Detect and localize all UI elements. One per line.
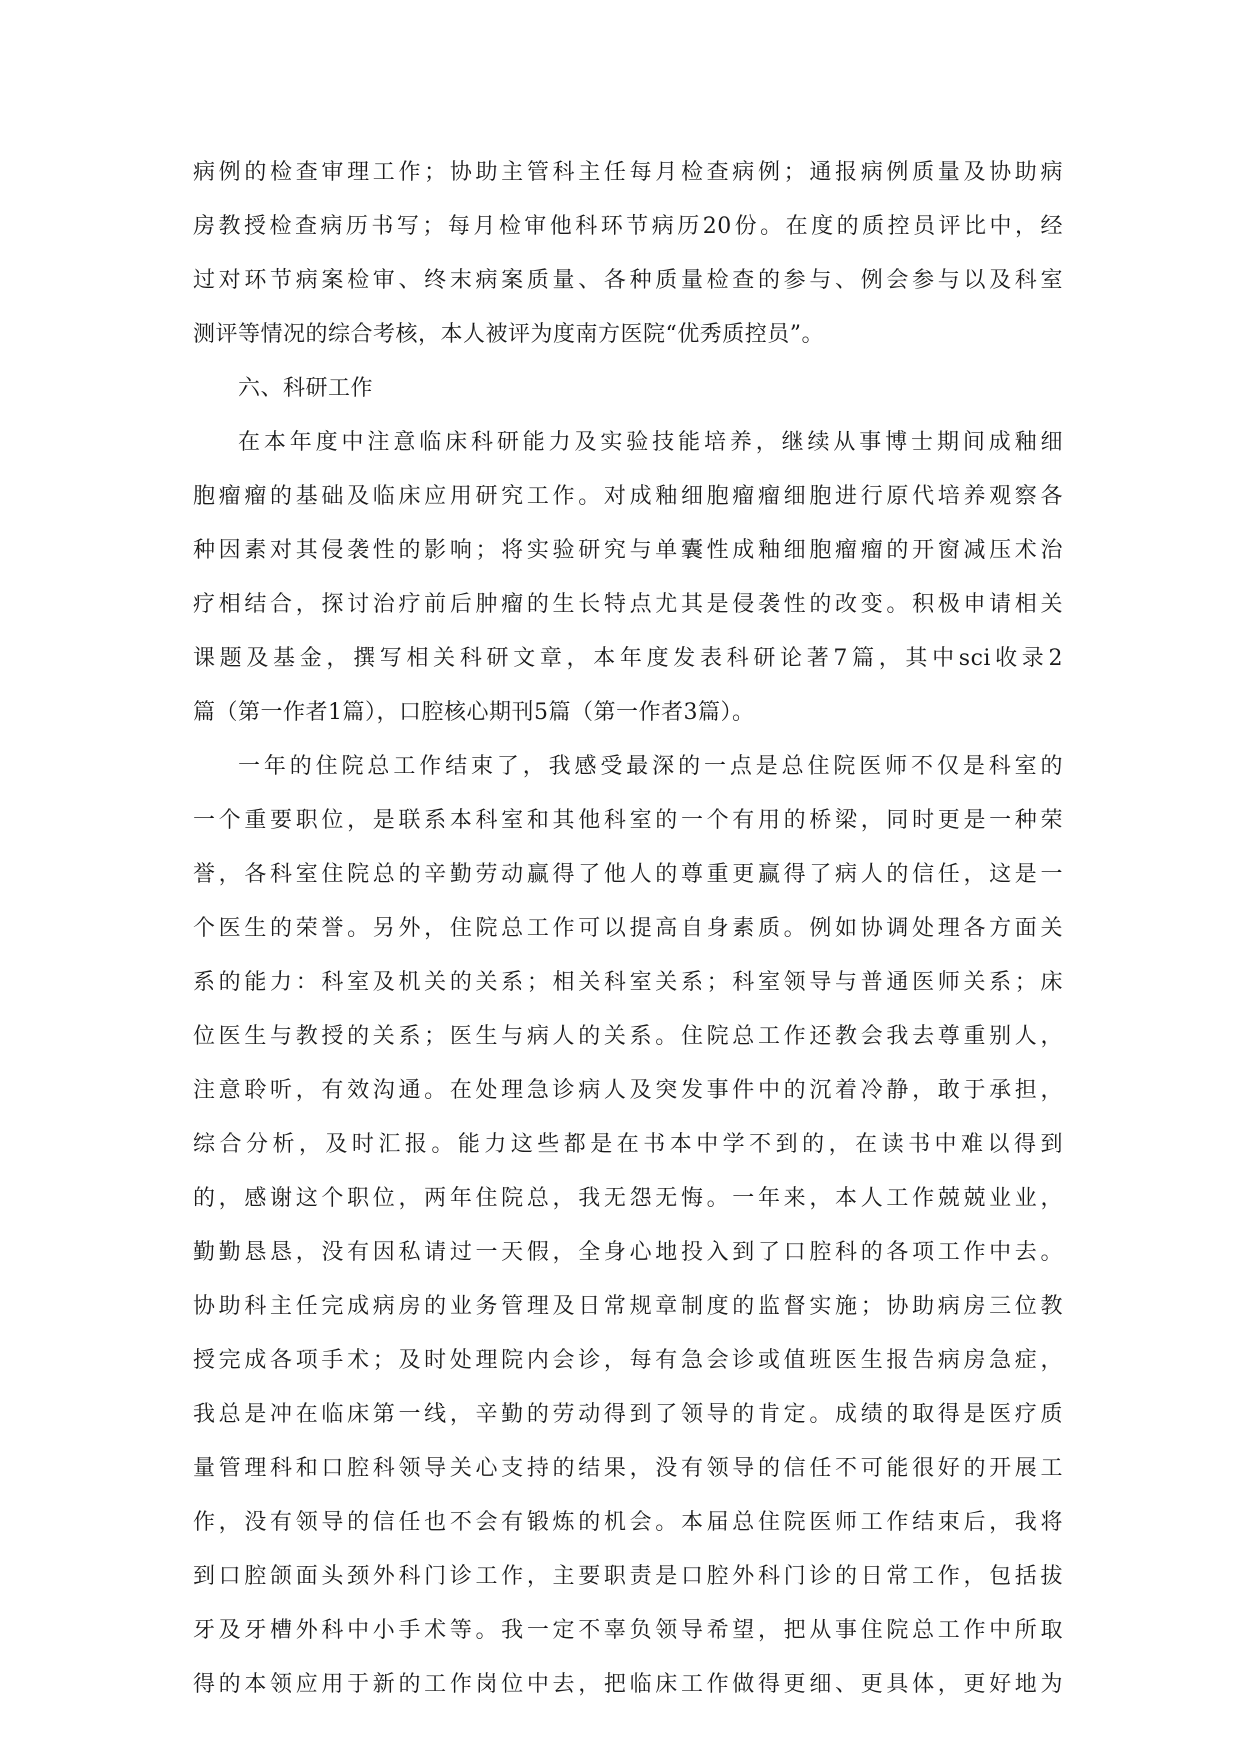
text-line: 过对环节病案检审、终末病案质量、各种质量检查的参与、例会参与以及科室	[193, 268, 1063, 293]
text-line: 测评等情况的综合考核，本人被评为度南方医院“优秀质控员”。	[193, 322, 824, 347]
section-heading: 六、科研工作	[238, 376, 374, 401]
text-line: 作，没有领导的信任也不会有锻炼的机会。本届总住院医师工作结束后，我将	[193, 1510, 1063, 1535]
text-line: 综合分析，及时汇报。能力这些都是在书本中学不到的，在读书中难以得到	[193, 1132, 1063, 1157]
text-line: 个医生的荣誉。另外，住院总工作可以提高自身素质。例如协调处理各方面关	[193, 916, 1063, 941]
text-line: 系的能力：科室及机关的关系；相关科室关系；科室领导与普通医师关系；床	[193, 970, 1063, 995]
text-line: 疗相结合，探讨治疗前后肿瘤的生长特点尤其是侵袭性的改变。积极申请相关	[193, 592, 1063, 617]
text-line: 誉，各科室住院总的辛勤劳动赢得了他人的尊重更赢得了病人的信任，这是一	[193, 862, 1063, 887]
text-line: 牙及牙槽外科中小手术等。我一定不辜负领导希望，把从事住院总工作中所取	[193, 1618, 1063, 1643]
text-line: 得的本领应用于新的工作岗位中去，把临床工作做得更细、更具体，更好地为	[193, 1672, 1063, 1697]
text-line: 我总是冲在临床第一线，辛勤的劳动得到了领导的肯定。成绩的取得是医疗质	[193, 1402, 1063, 1427]
text-line: 种因素对其侵袭性的影响；将实验研究与单囊性成釉细胞瘤瘤的开窗减压术治	[193, 538, 1063, 563]
text-line: 注意聆听，有效沟通。在处理急诊病人及突发事件中的沉着冷静，敢于承担，	[193, 1078, 1063, 1103]
text-line: 位医生与教授的关系；医生与病人的关系。住院总工作还教会我去尊重别人，	[193, 1024, 1063, 1049]
text-line: 病例的检查审理工作；协助主管科主任每月检查病例；通报病例质量及协助病	[193, 160, 1063, 185]
text-line: 授完成各项手术；及时处理院内会诊，每有急会诊或值班医生报告病房急症，	[193, 1348, 1063, 1373]
text-line: 到口腔颌面头颈外科门诊工作，主要职责是口腔外科门诊的日常工作，包括拔	[193, 1564, 1063, 1589]
text-line: 篇（第一作者1篇），口腔核心期刊5篇（第一作者3篇）。	[193, 700, 755, 725]
text-line: 房教授检查病历书写；每月检审他科环节病历20份。在度的质控员评比中，经	[193, 214, 1063, 239]
text-line: 在本年度中注意临床科研能力及实验技能培养，继续从事博士期间成釉细	[238, 430, 1063, 455]
text-line: 协助科主任完成病房的业务管理及日常规章制度的监督实施；协助病房三位教	[193, 1294, 1063, 1319]
text-line: 课题及基金，撰写相关科研文章，本年度发表科研论著7篇，其中sci收录2	[193, 646, 1063, 671]
text-line: 胞瘤瘤的基础及临床应用研究工作。对成釉细胞瘤瘤细胞进行原代培养观察各	[193, 484, 1063, 509]
text-line: 的，感谢这个职位，两年住院总，我无怨无悔。一年来，本人工作兢兢业业，	[193, 1186, 1063, 1211]
text-line: 一年的住院总工作结束了，我感受最深的一点是总住院医师不仅是科室的	[238, 754, 1063, 779]
text-line: 勤勤恳恳，没有因私请过一天假，全身心地投入到了口腔科的各项工作中去。	[193, 1240, 1063, 1265]
text-line: 一个重要职位，是联系本科室和其他科室的一个有用的桥梁，同时更是一种荣	[193, 808, 1063, 833]
text-line: 量管理科和口腔科领导关心支持的结果，没有领导的信任不可能很好的开展工	[193, 1456, 1063, 1481]
